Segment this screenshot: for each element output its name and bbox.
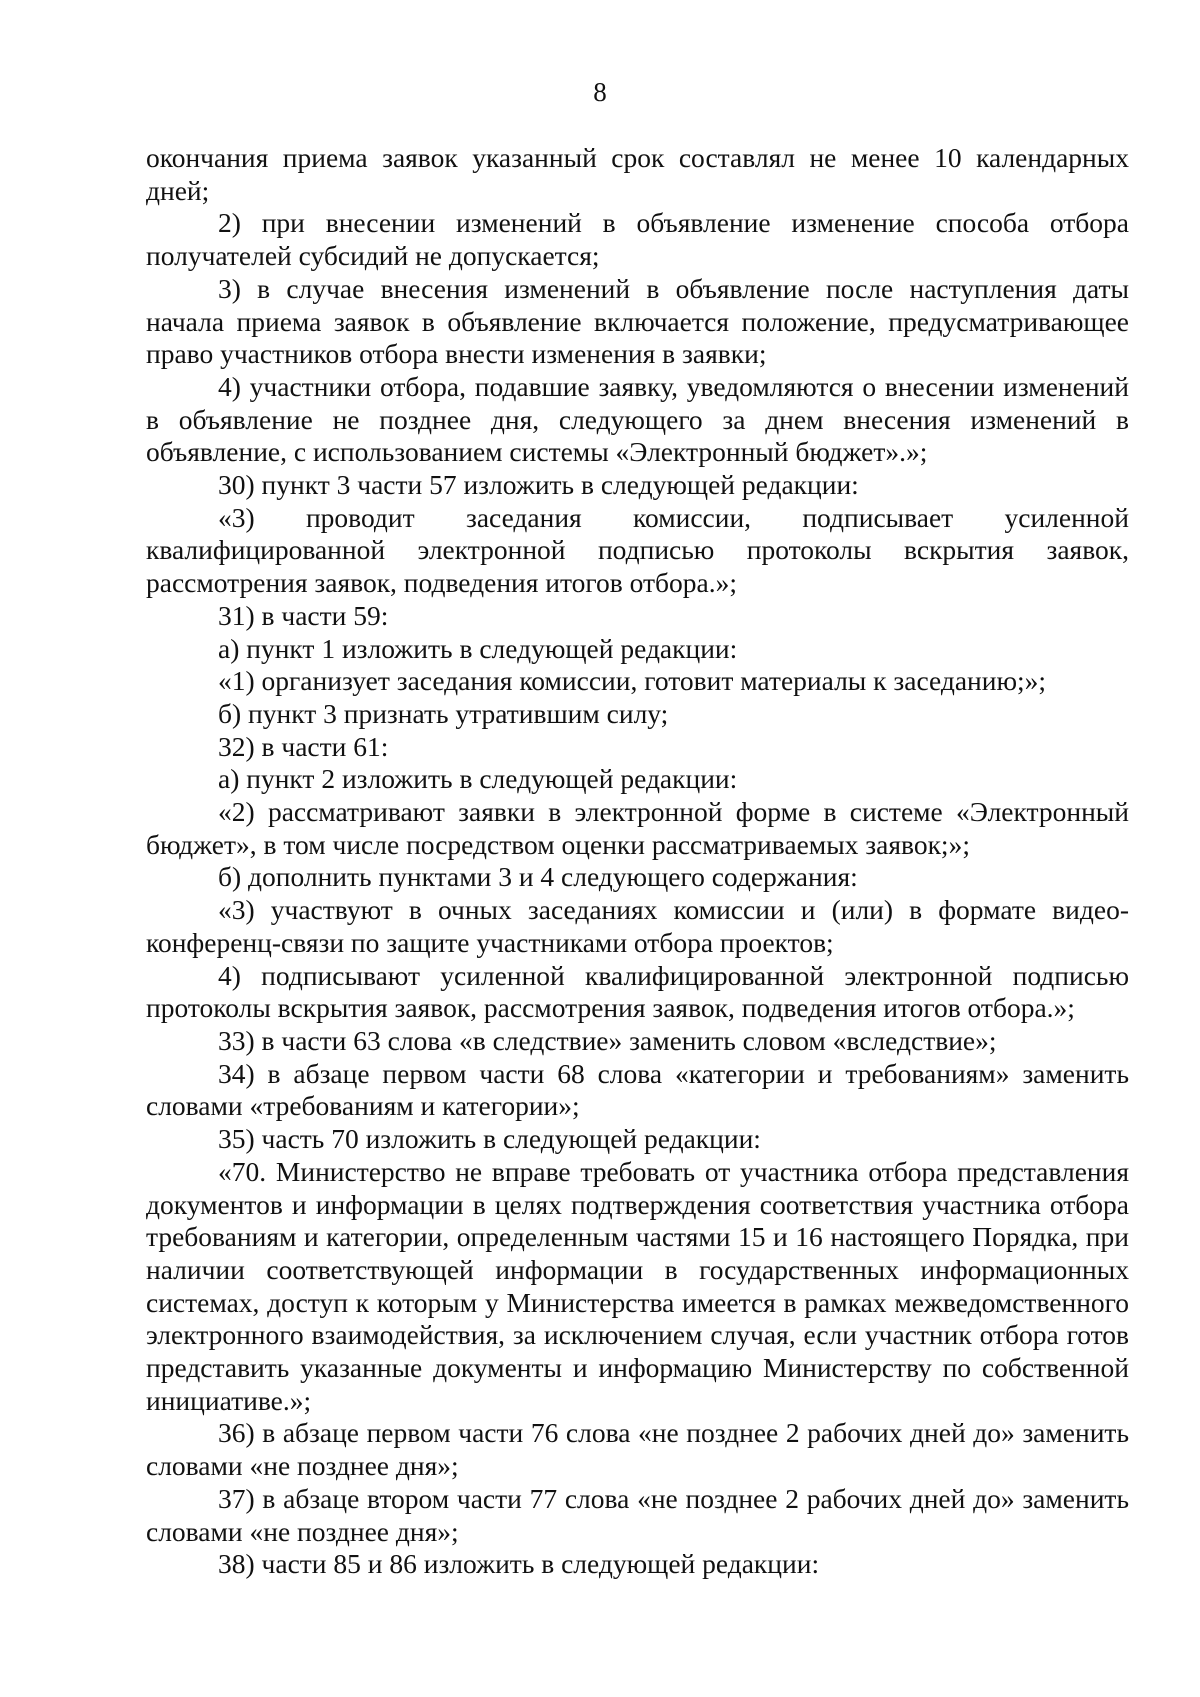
paragraph: 31) в части 59:	[218, 599, 389, 631]
paragraph: «3) проводит заседания комиссии, подписывает усиленной квалифицированной электронной подписью протоколы вскрытия заявок, рассмотрения заявок, подведения итогов отбора.»;	[146, 501, 1129, 599]
paragraph: 4) подписывают усиленной квалифицированной электронной подписью протоколы вскрытия заявок, рассмотрения заявок, подведения итогов отбора.»;	[146, 959, 1129, 1024]
paragraph: «1) организует заседания комиссии, готовит материалы к заседанию;»;	[218, 665, 1047, 697]
paragraph: 32) в части 61:	[218, 730, 389, 762]
paragraph: а) пункт 1 изложить в следующей редакции:	[218, 632, 738, 664]
paragraph: 4) участники отбора, подавшие заявку, уведомляются о внесении изменений в объявление не позднее дня, следующего за днем внесения изменений в объявление, с использованием системы «Электронный бюджет».»;	[146, 370, 1129, 468]
paragraph: 37) в абзаце втором части 77 слова «не позднее 2 рабочих дней до» заменить словами «не позднее дня»;	[146, 1482, 1129, 1547]
paragraph: «2) рассматривают заявки в электронной форме в системе «Электронный бюджет», в том числе посредством оценки рассматриваемых заявок;»;	[146, 796, 1129, 860]
paragraph: 33) в части 63 слова «в следствие» заменить словом «вследствие»;	[218, 1024, 997, 1056]
paragraph: «70. Министерство не вправе требовать от участника отбора представления документов и информации в целях подтверждения соответствия участника отбора требованиям и категории, определенным частями 15 и 16 настоящего Порядка, при наличии соответствующей информации в государственных информационных системах, доступ к которым у Министерства имеется в рамках межведомственного электронного взаимодействия, за исключением случая, если участник отбора готов представить указанные документы и информацию Министерству по собственной инициативе.»;	[146, 1155, 1129, 1416]
paragraph: «3) участвуют в очных заседаниях комиссии и (или) в формате видео-конференц-связи по защите участниками отбора проектов;	[146, 894, 1129, 958]
paragraph: 2) при внесении изменений в объявление изменение способа отбора получателей субсидий не допускается;	[146, 207, 1129, 272]
paragraph: 36) в абзаце первом части 76 слова «не позднее 2 рабочих дней до» заменить словами «не позднее дня»;	[146, 1417, 1129, 1482]
paragraph: б) пункт 3 признать утратившим силу;	[218, 697, 669, 729]
paragraph: 34) в абзаце первом части 68 слова «категории и требованиям» заменить словами «требованиям и категории»;	[146, 1057, 1129, 1122]
page-number: 8	[593, 77, 607, 107]
paragraph: окончания приема заявок указанный срок составлял не менее 10 календарных дней;	[146, 142, 1129, 206]
paragraph: 30) пункт 3 части 57 изложить в следующей редакции:	[218, 469, 859, 501]
paragraph: а) пункт 2 изложить в следующей редакции:	[218, 763, 738, 795]
paragraph: 38) части 85 и 86 изложить в следующей редакции:	[218, 1548, 820, 1580]
paragraph: 35) часть 70 изложить в следующей редакции:	[218, 1123, 761, 1155]
paragraph: 3) в случае внесения изменений в объявление после наступления даты начала приема заявок в объявление включается положение, предусматривающее право участников отбора внести изменения в заявки;	[146, 272, 1129, 370]
document-body	[146, 142, 1129, 1581]
paragraph: б) дополнить пунктами 3 и 4 следующего содержания:	[218, 861, 858, 893]
